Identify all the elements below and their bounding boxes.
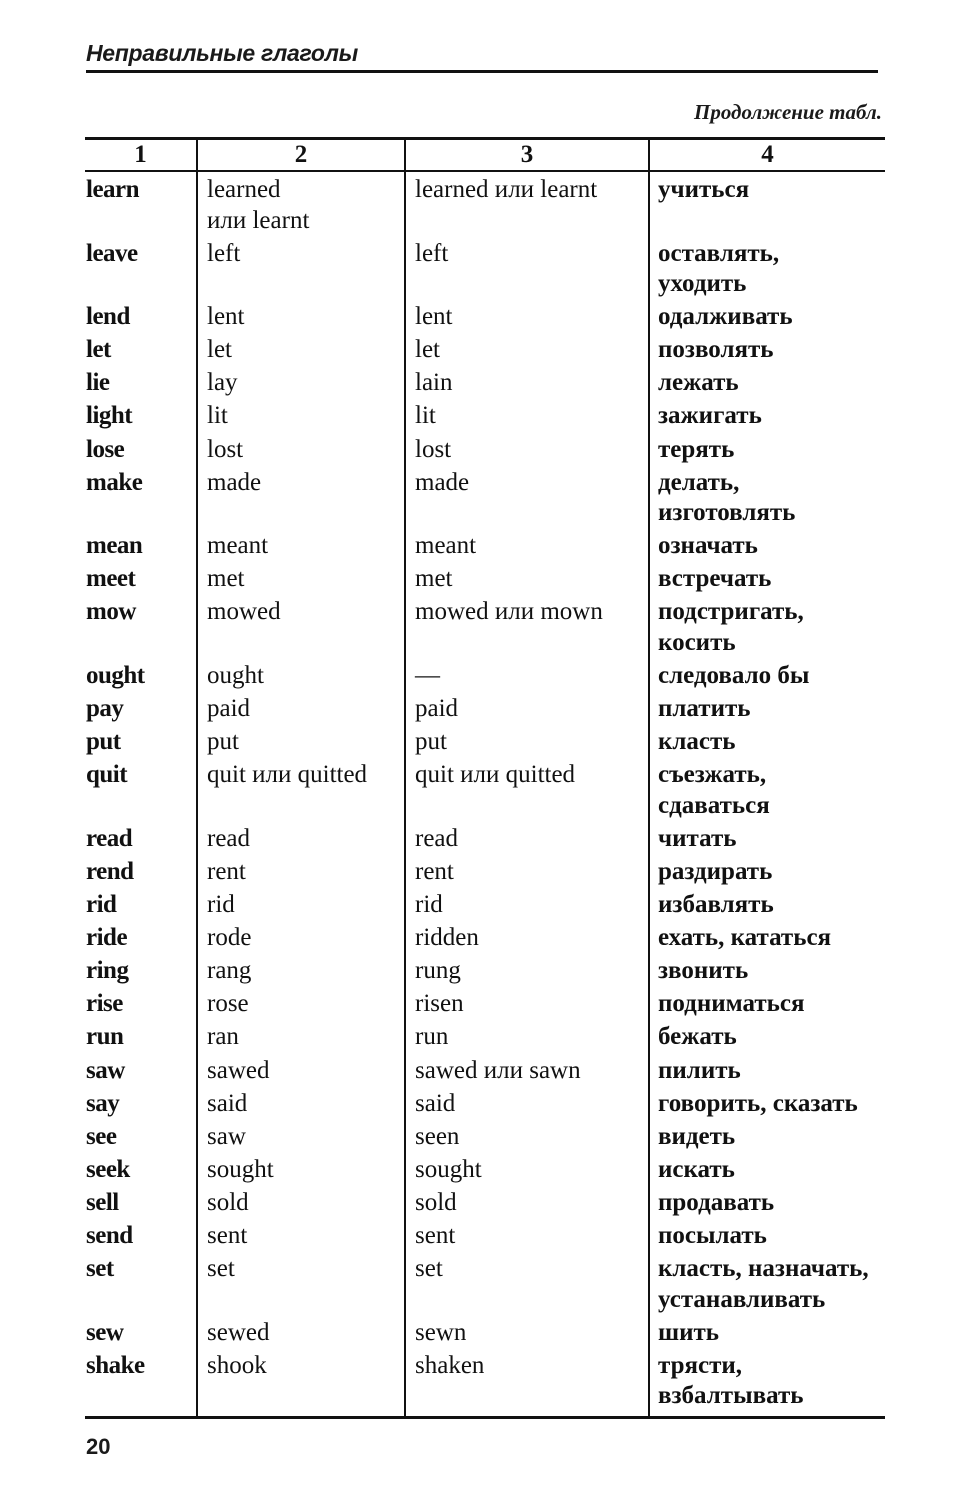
verb-past-form bbox=[197, 857, 405, 890]
verb-translation bbox=[649, 890, 885, 923]
verb-translation bbox=[649, 1188, 885, 1221]
verb-translation bbox=[649, 435, 885, 468]
verb-participle bbox=[405, 531, 649, 564]
irregular-verbs-table bbox=[85, 137, 885, 1419]
verb-translation bbox=[649, 468, 885, 532]
verb-past-form bbox=[197, 435, 405, 468]
verb-past-form bbox=[197, 239, 405, 303]
verb-past-form bbox=[197, 1188, 405, 1221]
verb-base-form: ought bbox=[86, 662, 145, 690]
verb-translation-line: класть, назначать, bbox=[658, 1255, 869, 1283]
verb-participle-line: sawed или sawn bbox=[415, 1056, 581, 1084]
verb-translation-line: шить bbox=[658, 1318, 720, 1346]
verb-translation-line: подниматься bbox=[658, 990, 805, 1018]
verb-translation-line: читать bbox=[658, 824, 737, 852]
verb-base-form: mow bbox=[86, 598, 136, 626]
verb-base-form: shake bbox=[86, 1351, 145, 1379]
verb-translation-line: класть bbox=[658, 728, 736, 756]
verb-past-form-line: made bbox=[207, 468, 262, 496]
verb-base-form: meet bbox=[86, 565, 136, 593]
verb-past-form bbox=[197, 302, 405, 335]
verb-participle bbox=[405, 1188, 649, 1221]
verb-past-form-line: meant bbox=[207, 532, 269, 560]
verb-translation-line: позволять bbox=[658, 336, 774, 364]
verb-past-form bbox=[197, 1056, 405, 1089]
verb-translation-line: видеть bbox=[658, 1122, 736, 1150]
verb-base-form: set bbox=[86, 1255, 114, 1283]
verb-base-form: lend bbox=[86, 303, 130, 331]
verb-past-form-line: set bbox=[207, 1255, 235, 1283]
verb-past-form-line: rode bbox=[207, 924, 252, 952]
verb-participle bbox=[405, 435, 649, 468]
verb-past-form bbox=[197, 824, 405, 857]
verb-base-form: saw bbox=[86, 1056, 125, 1084]
verb-translation bbox=[649, 1254, 885, 1318]
verb-past-form bbox=[197, 531, 405, 564]
verb-past-form bbox=[197, 1221, 405, 1254]
verb-base-form: sell bbox=[86, 1188, 119, 1216]
verb-translation-line: ехать, кататься bbox=[658, 924, 832, 952]
verb-translation bbox=[649, 564, 885, 597]
verb-participle bbox=[405, 1155, 649, 1188]
verb-past-form-line: put bbox=[207, 728, 239, 756]
table-row bbox=[85, 435, 885, 468]
verb-translation-line: встречать bbox=[658, 565, 772, 593]
table-row bbox=[85, 923, 885, 956]
verb-participle bbox=[405, 368, 649, 401]
verb-participle bbox=[405, 956, 649, 989]
table-row bbox=[85, 1089, 885, 1122]
table-row bbox=[85, 760, 885, 824]
verb-translation bbox=[649, 368, 885, 401]
verb-participle bbox=[405, 694, 649, 727]
verb-past-form bbox=[197, 401, 405, 434]
table-row bbox=[85, 1221, 885, 1254]
verb-base-form: ride bbox=[86, 924, 128, 952]
verb-participle bbox=[405, 1122, 649, 1155]
verb-base-form: quit bbox=[86, 761, 128, 789]
verb-base-form: sew bbox=[86, 1318, 124, 1346]
verb-translation-line: избавлять bbox=[658, 891, 774, 919]
verb-past-form-line: ought bbox=[207, 662, 264, 690]
verb-translation-line: оставлять, bbox=[658, 239, 780, 267]
verb-translation bbox=[649, 956, 885, 989]
table-body bbox=[85, 171, 885, 1417]
verb-translation-line: взбалтывать bbox=[658, 1382, 804, 1410]
verb-participle bbox=[405, 335, 649, 368]
verb-base-form: let bbox=[86, 336, 111, 364]
table-row bbox=[85, 1351, 885, 1418]
verb-translation-line: следовало бы bbox=[658, 662, 810, 690]
verb-past-form-line: lent bbox=[207, 303, 245, 331]
verb-base-form: say bbox=[86, 1089, 120, 1117]
verb-participle bbox=[405, 989, 649, 1022]
verb-participle bbox=[405, 302, 649, 335]
verb-past-form-line: rid bbox=[207, 891, 235, 919]
verb-translation-line: косить bbox=[658, 628, 736, 656]
table-row bbox=[85, 1122, 885, 1155]
verb-translation bbox=[649, 171, 885, 239]
verb-participle bbox=[405, 1221, 649, 1254]
column-header-3: 3 bbox=[405, 139, 649, 172]
verb-past-form-line: sewed bbox=[207, 1318, 270, 1346]
verb-participle-line: meant bbox=[415, 532, 477, 560]
verb-translation-line: звонить bbox=[658, 957, 749, 985]
verb-base-form: see bbox=[86, 1122, 117, 1150]
verb-participle-line: sold bbox=[415, 1188, 457, 1216]
verb-translation-line: уходить bbox=[658, 270, 747, 298]
verb-base-form: ring bbox=[86, 957, 129, 985]
verb-past-form bbox=[197, 661, 405, 694]
verb-translation-line: пилить bbox=[658, 1056, 741, 1084]
table-row bbox=[85, 824, 885, 857]
table-row bbox=[85, 694, 885, 727]
verb-participle-line: made bbox=[415, 468, 470, 496]
table-row bbox=[85, 597, 885, 661]
verb-participle-line: rid bbox=[415, 891, 443, 919]
verb-translation bbox=[649, 1351, 885, 1418]
verb-participle bbox=[405, 1089, 649, 1122]
verb-participle bbox=[405, 597, 649, 661]
verb-translation-line: делать, bbox=[658, 468, 740, 496]
verb-participle bbox=[405, 760, 649, 824]
header-rule bbox=[86, 70, 878, 73]
verb-translation bbox=[649, 1056, 885, 1089]
verb-past-form bbox=[197, 468, 405, 532]
verb-participle-line: put bbox=[415, 728, 447, 756]
verb-participle-line: ridden bbox=[415, 924, 479, 952]
table-row bbox=[85, 171, 885, 239]
verb-past-form-line: rang bbox=[207, 957, 252, 985]
verb-translation-line: трясти, bbox=[658, 1351, 743, 1379]
verb-past-form-line: saw bbox=[207, 1122, 246, 1150]
verb-participle bbox=[405, 1022, 649, 1055]
table-row bbox=[85, 368, 885, 401]
verb-translation-line: зажигать bbox=[658, 402, 762, 430]
verb-translation-line: бежать bbox=[658, 1023, 737, 1051]
verb-translation bbox=[649, 302, 885, 335]
verb-base-form: rend bbox=[86, 858, 134, 885]
verb-translation-line: означать bbox=[658, 532, 758, 560]
running-title: Неправильные глаголы bbox=[86, 40, 358, 66]
table-row bbox=[85, 468, 885, 532]
verb-past-form bbox=[197, 727, 405, 760]
verb-translation bbox=[649, 1089, 885, 1122]
verb-base-form: make bbox=[86, 468, 143, 496]
verb-past-form-line: read bbox=[207, 824, 251, 852]
verb-participle bbox=[405, 923, 649, 956]
verb-translation bbox=[649, 1022, 885, 1055]
table-row bbox=[85, 335, 885, 368]
verb-participle bbox=[405, 661, 649, 694]
verb-translation-line: лежать bbox=[658, 369, 739, 397]
verb-translation bbox=[649, 1155, 885, 1188]
table-row bbox=[85, 890, 885, 923]
verb-base-form: leave bbox=[86, 239, 138, 267]
verb-participle-line: seen bbox=[415, 1122, 460, 1150]
verb-participle bbox=[405, 890, 649, 923]
verb-participle-line: sought bbox=[415, 1155, 482, 1183]
verb-translation bbox=[649, 531, 885, 564]
verb-translation bbox=[649, 989, 885, 1022]
verb-translation-line: устанавливать bbox=[658, 1285, 826, 1313]
verb-participle-line: risen bbox=[415, 990, 464, 1018]
verb-base-form: rid bbox=[86, 891, 117, 919]
verb-past-form-line: sold bbox=[207, 1188, 249, 1216]
verb-participle-line: lent bbox=[415, 303, 453, 331]
verb-participle bbox=[405, 1254, 649, 1318]
verb-participle-line: learned или learnt bbox=[415, 176, 598, 203]
verb-past-form-line: shook bbox=[207, 1351, 267, 1379]
verb-translation bbox=[649, 694, 885, 727]
verb-past-form bbox=[197, 890, 405, 923]
verb-past-form bbox=[197, 956, 405, 989]
verb-translation-line: одалживать bbox=[658, 303, 793, 331]
table-row bbox=[85, 661, 885, 694]
verb-translation-line: съезжать, bbox=[658, 761, 767, 789]
verb-past-form-line: lay bbox=[207, 369, 238, 397]
verb-translation bbox=[649, 1221, 885, 1254]
verb-base-form: lie bbox=[86, 369, 110, 397]
verb-translation-line: посылать bbox=[658, 1222, 767, 1250]
verb-past-form-line: paid bbox=[207, 695, 251, 723]
verb-translation-line: изготовлять bbox=[658, 499, 796, 527]
verb-past-form bbox=[197, 1089, 405, 1122]
verb-participle bbox=[405, 564, 649, 597]
verb-translation-line: сдаваться bbox=[658, 791, 770, 819]
verb-past-form-line: left bbox=[207, 239, 241, 267]
verb-base-form: lose bbox=[86, 435, 125, 463]
verb-participle bbox=[405, 1351, 649, 1418]
verb-base-form: rise bbox=[86, 990, 123, 1018]
verb-base-form: light bbox=[86, 402, 133, 430]
verb-past-form bbox=[197, 1122, 405, 1155]
page-number: 20 bbox=[86, 1434, 111, 1459]
verb-past-form-line: sawed bbox=[207, 1056, 270, 1084]
table-row bbox=[85, 1188, 885, 1221]
table-row bbox=[85, 564, 885, 597]
verb-past-form bbox=[197, 1155, 405, 1188]
verb-past-form-line: или learnt bbox=[207, 206, 310, 234]
verb-past-form bbox=[197, 564, 405, 597]
verb-participle-line: sent bbox=[415, 1222, 456, 1250]
verb-base-form: put bbox=[86, 728, 121, 756]
verb-past-form-line: sought bbox=[207, 1155, 274, 1183]
verb-translation-line: платить bbox=[658, 695, 751, 723]
table-row bbox=[85, 857, 885, 890]
table-row bbox=[85, 401, 885, 434]
verb-translation bbox=[649, 239, 885, 303]
table-row bbox=[85, 1022, 885, 1055]
verb-participle-line: set bbox=[415, 1255, 443, 1283]
verb-participle-line: met bbox=[415, 565, 453, 593]
verb-participle-line: rent bbox=[415, 858, 454, 885]
column-header-1: 1 bbox=[85, 139, 197, 172]
table-row bbox=[85, 1155, 885, 1188]
verb-participle bbox=[405, 1056, 649, 1089]
verb-translation bbox=[649, 1122, 885, 1155]
verb-participle-line: run bbox=[415, 1023, 449, 1051]
verb-past-form-line: ran bbox=[207, 1023, 239, 1051]
verb-past-form-line: rent bbox=[207, 858, 246, 885]
table-row bbox=[85, 1056, 885, 1089]
verb-past-form-line: sent bbox=[207, 1222, 248, 1250]
table-header-row bbox=[85, 139, 885, 172]
verb-past-form-line: rose bbox=[207, 990, 249, 1018]
verb-base-form: learn bbox=[86, 176, 140, 203]
continuation-note: Продолжение табл. bbox=[694, 100, 882, 124]
verb-base-form: send bbox=[86, 1222, 133, 1250]
verb-translation-line: продавать bbox=[658, 1188, 775, 1216]
verb-past-form-line: learned bbox=[207, 176, 281, 203]
verb-translation-line: терять bbox=[658, 435, 735, 463]
verb-past-form bbox=[197, 1022, 405, 1055]
table-row bbox=[85, 956, 885, 989]
verb-translation bbox=[649, 760, 885, 824]
verb-past-form-line: met bbox=[207, 565, 245, 593]
verb-base-form: read bbox=[86, 824, 133, 852]
verb-translation-line: говорить, сказать bbox=[658, 1089, 858, 1117]
verb-participle bbox=[405, 468, 649, 532]
column-header-2: 2 bbox=[197, 139, 405, 172]
verb-past-form-line: mowed bbox=[207, 598, 281, 626]
verb-participle-line: — bbox=[415, 662, 440, 690]
verb-past-form-line: quit или quitted bbox=[207, 761, 368, 789]
verb-past-form bbox=[197, 171, 405, 239]
table-row bbox=[85, 1254, 885, 1318]
table-row bbox=[85, 239, 885, 303]
verb-translation bbox=[649, 923, 885, 956]
verb-past-form bbox=[197, 923, 405, 956]
verb-base-form: run bbox=[86, 1023, 124, 1051]
verb-participle-line: left bbox=[415, 239, 449, 267]
verb-participle bbox=[405, 727, 649, 760]
verb-participle-line: shaken bbox=[415, 1351, 485, 1379]
table-row bbox=[85, 1318, 885, 1351]
verb-participle bbox=[405, 857, 649, 890]
column-header-4: 4 bbox=[649, 139, 885, 172]
verb-participle bbox=[405, 824, 649, 857]
verb-translation-line: подстригать, bbox=[658, 598, 804, 626]
table-row bbox=[85, 727, 885, 760]
verb-past-form-line: lit bbox=[207, 402, 228, 430]
verb-base-form: mean bbox=[86, 532, 143, 560]
verb-translation-line: раздирать bbox=[658, 858, 773, 885]
verb-participle-line: lost bbox=[415, 435, 452, 463]
verb-participle bbox=[405, 239, 649, 303]
verb-past-form bbox=[197, 694, 405, 727]
verb-translation bbox=[649, 661, 885, 694]
verb-participle bbox=[405, 401, 649, 434]
verb-translation bbox=[649, 335, 885, 368]
verb-past-form bbox=[197, 368, 405, 401]
verb-past-form bbox=[197, 1254, 405, 1318]
table-row bbox=[85, 989, 885, 1022]
verb-participle bbox=[405, 1318, 649, 1351]
verb-base-form: pay bbox=[86, 695, 124, 723]
verb-participle-line: lain bbox=[415, 369, 453, 397]
verb-participle-line: sewn bbox=[415, 1318, 467, 1346]
verb-past-form-line: let bbox=[207, 336, 232, 364]
verb-participle bbox=[405, 171, 649, 239]
verb-past-form bbox=[197, 1318, 405, 1351]
verb-participle-line: let bbox=[415, 336, 440, 364]
table-row bbox=[85, 302, 885, 335]
verb-translation bbox=[649, 727, 885, 760]
verb-base-form: seek bbox=[86, 1155, 130, 1183]
verb-past-form bbox=[197, 335, 405, 368]
verb-participle-line: rung bbox=[415, 957, 461, 985]
verb-past-form-line: said bbox=[207, 1089, 248, 1117]
verb-participle-line: said bbox=[415, 1089, 456, 1117]
verb-participle-line: read bbox=[415, 824, 459, 852]
verb-past-form bbox=[197, 760, 405, 824]
verb-translation bbox=[649, 857, 885, 890]
table-row bbox=[85, 531, 885, 564]
verb-translation bbox=[649, 824, 885, 857]
verb-translation-line: искать bbox=[658, 1155, 735, 1183]
verb-past-form-line: lost bbox=[207, 435, 244, 463]
verb-past-form bbox=[197, 1351, 405, 1418]
verb-translation bbox=[649, 1318, 885, 1351]
verb-past-form bbox=[197, 989, 405, 1022]
verb-past-form bbox=[197, 597, 405, 661]
verb-participle-line: mowed или mown bbox=[415, 598, 603, 626]
verb-translation bbox=[649, 597, 885, 661]
verb-participle-line: paid bbox=[415, 695, 459, 723]
verb-participle-line: lit bbox=[415, 402, 436, 430]
verb-participle-line: quit или quitted bbox=[415, 761, 576, 789]
verb-translation bbox=[649, 401, 885, 434]
verb-translation-line: учиться bbox=[658, 176, 750, 203]
